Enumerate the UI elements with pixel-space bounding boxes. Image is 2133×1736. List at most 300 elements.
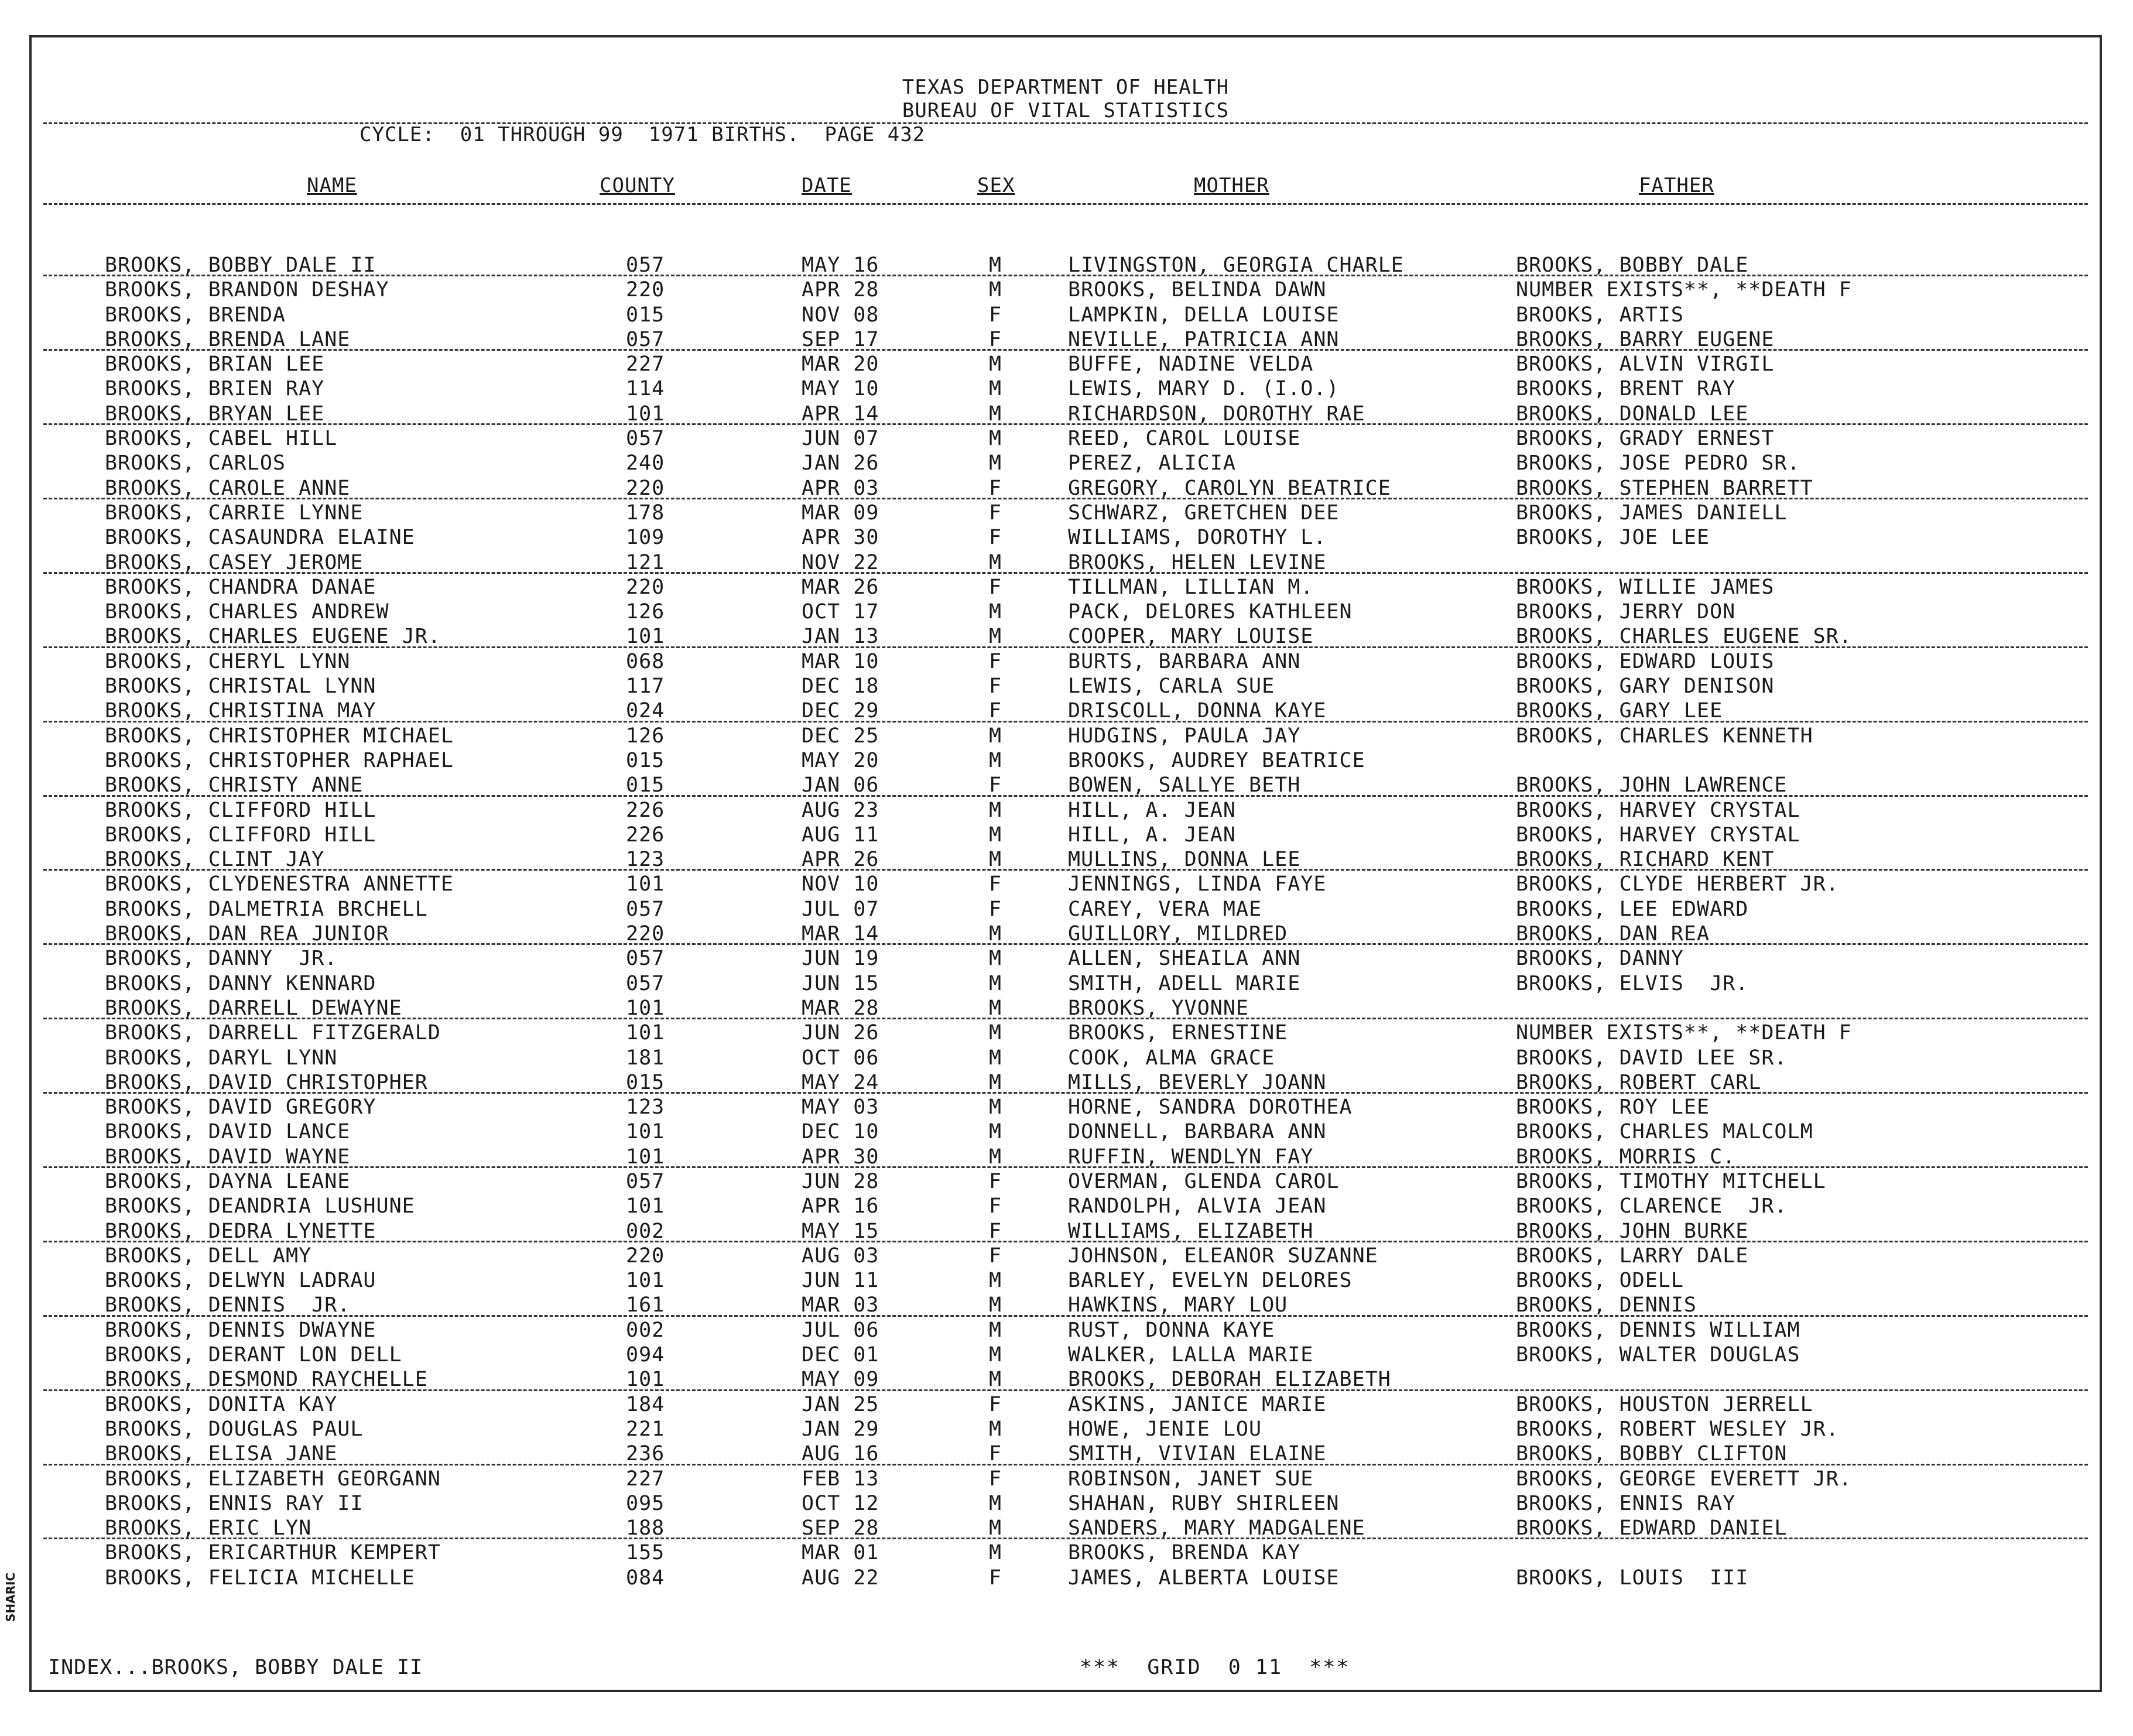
cell-name: BROOKS, DERANT LON DELL [105,1343,402,1367]
table-row [32,1293,2100,1317]
cell-sex: M [989,402,1002,426]
table-row [32,1392,2100,1417]
cell-date: MAY 15 [802,1219,879,1243]
cell-mother: PEREZ, ALICIA [1068,451,1236,475]
cell-father: BROOKS, ROY LEE [1516,1095,1710,1119]
cell-father: BROOKS, LEE EDWARD [1516,897,1749,921]
table-row [32,724,2100,748]
table-row [32,946,2100,971]
cell-date: JUL 06 [802,1318,879,1342]
cell-date: AUG 03 [802,1244,879,1268]
cell-father: BROOKS, BOBBY DALE [1516,254,1749,277]
cell-father: BROOKS, JOE LEE [1516,526,1710,550]
cell-date: FEB 13 [802,1467,879,1491]
cell-county: 109 [626,526,665,550]
cell-county: 126 [626,724,665,748]
cell-date: APR 28 [802,278,879,302]
table-row [32,798,2100,823]
cell-county: 184 [626,1392,665,1416]
cell-county: 057 [626,1169,665,1193]
cell-name: BROOKS, DAN REA JUNIOR [105,922,389,946]
cell-date: MAR 14 [802,922,879,946]
cell-mother: ASKINS, JANICE MARIE [1068,1392,1327,1416]
cell-county: 094 [626,1343,665,1367]
cell-date: DEC 25 [802,724,879,748]
cell-mother: MILLS, BEVERLY JOANN [1068,1070,1327,1094]
cell-father: BROOKS, ODELL [1516,1269,1684,1293]
table-row [32,674,2100,698]
table-row [32,278,2100,302]
cell-mother: JAMES, ALBERTA LOUISE [1068,1566,1340,1590]
cell-county: 114 [626,377,665,401]
cell-county: 126 [626,600,665,624]
col-header-father: FATHER [1639,174,1714,197]
cell-name: BROOKS, BOBBY DALE II [105,254,376,277]
cell-date: AUG 22 [802,1566,879,1590]
cell-name: BROOKS, CHRISTY ANNE [105,773,364,797]
side-label: SHARIC [4,1572,18,1622]
table-row [32,501,2100,525]
cell-date: JAN 26 [802,451,879,475]
table-row [32,451,2100,475]
cell-date: NOV 08 [802,303,879,327]
cell-father: BROOKS, CLARENCE JR. [1516,1194,1788,1218]
cell-father: BROOKS, EDWARD DANIEL [1516,1516,1788,1540]
cell-county: 221 [626,1417,665,1441]
cell-name: BROOKS, DAVID GREGORY [105,1095,376,1119]
cell-county: 015 [626,303,665,327]
table-row [32,971,2100,996]
cell-county: 015 [626,1070,665,1094]
column-header-rule [43,203,2088,205]
cell-name: BROOKS, DOUGLAS PAUL [105,1417,364,1441]
cell-father: BROOKS, RICHARD KENT [1516,848,1775,872]
cell-name: BROOKS, CHERYL LYNN [105,649,351,673]
cell-county: 101 [626,1194,665,1218]
cell-sex: M [989,352,1002,376]
cell-mother: RUFFIN, WENDLYN FAY [1068,1145,1314,1169]
cell-name: BROOKS, CARLOS [105,451,286,475]
cell-date: MAR 03 [802,1293,879,1317]
cell-date: MAR 10 [802,649,879,673]
cell-sex: M [989,625,1002,649]
cell-date: MAR 20 [802,352,879,376]
cell-sex: M [989,1541,1002,1565]
cell-father: NUMBER EXISTS**, **DEATH F [1516,278,1852,302]
cell-county: 123 [626,848,665,872]
cell-name: BROOKS, DALMETRIA BRCHELL [105,897,428,921]
cell-name: BROOKS, DONITA KAY [105,1392,338,1416]
cell-county: 123 [626,1095,665,1119]
cell-sex: M [989,427,1002,451]
table-row [32,1046,2100,1070]
table-row [32,624,2100,649]
cell-father: BROOKS, ELVIS JR. [1516,971,1749,995]
cell-mother: TILLMAN, LILLIAN M. [1068,575,1314,599]
cell-name: BROOKS, DAVID CHRISTOPHER [105,1070,428,1094]
cell-county: 057 [626,254,665,277]
table-row [32,1417,2100,1441]
table-row [32,1145,2100,1169]
cell-date: APR 26 [802,848,879,872]
cell-date: JUN 11 [802,1269,879,1293]
cell-date: DEC 29 [802,699,879,723]
cell-name: BROOKS, CLYDENESTRA ANNETTE [105,872,454,896]
cell-sex: F [989,476,1002,500]
cell-mother: LEWIS, MARY D. (I.O.) [1068,377,1340,401]
table-row [32,872,2100,896]
cell-sex: M [989,1070,1002,1094]
cell-name: BROOKS, DEANDRIA LUSHUNE [105,1194,415,1218]
cell-father: BROOKS, BARRY EUGENE [1516,327,1775,351]
cell-name: BROOKS, ENNIS RAY II [105,1491,364,1515]
table-row [32,1268,2100,1293]
cell-sex: F [989,1169,1002,1193]
cell-father: BROOKS, CHARLES EUGENE SR. [1516,625,1852,649]
cell-father: BROOKS, GARY LEE [1516,699,1723,723]
cell-sex: M [989,600,1002,624]
cell-sex: M [989,550,1002,574]
cell-name: BROOKS, DESMOND RAYCHELLE [105,1368,428,1392]
cell-sex: M [989,1417,1002,1441]
cell-county: 121 [626,550,665,574]
cell-sex: F [989,1392,1002,1416]
cell-mother: BROOKS, DEBORAH ELIZABETH [1068,1368,1391,1392]
table-row [32,1467,2100,1491]
table-row [32,1169,2100,1194]
cell-date: APR 14 [802,402,879,426]
cell-mother: BARLEY, EVELYN DELORES [1068,1269,1353,1293]
cell-father: BROOKS, JAMES DANIELL [1516,501,1788,525]
cell-father: BROOKS, DONALD LEE [1516,402,1749,426]
table-row [32,649,2100,674]
cell-sex: F [989,773,1002,797]
table-row [32,748,2100,773]
cell-name: BROOKS, ERICARTHUR KEMPERT [105,1541,441,1565]
cell-father: BROOKS, CHARLES MALCOLM [1516,1120,1813,1144]
cell-county: 101 [626,872,665,896]
cell-sex: F [989,674,1002,698]
table-row [32,1566,2100,1590]
table-row [32,823,2100,847]
cell-mother: PACK, DELORES KATHLEEN [1068,600,1353,624]
cell-date: AUG 23 [802,798,879,822]
cell-sex: M [989,748,1002,772]
cell-name: BROOKS, CASAUNDRA ELAINE [105,526,415,550]
cell-name: BROOKS, BRENDA LANE [105,327,351,351]
table-row [32,426,2100,451]
cell-mother: HAWKINS, MARY LOU [1068,1293,1288,1317]
cell-county: 181 [626,1046,665,1070]
cell-father: BROOKS, WILLIE JAMES [1516,575,1775,599]
table-row [32,550,2100,575]
cell-county: 220 [626,575,665,599]
cell-county: 068 [626,649,665,673]
cell-sex: F [989,575,1002,599]
table-row [32,1367,2100,1392]
cell-sex: F [989,1566,1002,1590]
cell-sex: M [989,377,1002,401]
cell-name: BROOKS, CHRISTOPHER RAPHAEL [105,748,454,772]
cell-name: BROOKS, CHRISTINA MAY [105,699,376,723]
cell-name: BROOKS, CHARLES ANDREW [105,600,389,624]
cell-father: BROOKS, ARTIS [1516,303,1684,327]
cell-name: BROOKS, BRANDON DESHAY [105,278,389,302]
cell-father: BROOKS, DAVID LEE SR. [1516,1046,1788,1070]
cell-sex: M [989,1318,1002,1342]
cell-name: BROOKS, DARRELL FITZGERALD [105,1021,441,1045]
cell-mother: DRISCOLL, DONNA KAYE [1068,699,1327,723]
cell-date: DEC 18 [802,674,879,698]
cell-name: BROOKS, DELWYN LADRAU [105,1269,376,1293]
cell-mother: CAREY, VERA MAE [1068,897,1262,921]
cell-date: JAN 29 [802,1417,879,1441]
footer-index: INDEX...BROOKS, BOBBY DALE II [48,1656,423,1679]
cell-date: APR 30 [802,526,879,550]
cell-name: BROOKS, DARYL LYNN [105,1046,338,1070]
table-row [32,402,2100,426]
cell-sex: M [989,1095,1002,1119]
table-row [32,600,2100,624]
cell-mother: DONNELL, BARBARA ANN [1068,1120,1327,1144]
table-row [32,897,2100,922]
cell-mother: NEVILLE, PATRICIA ANN [1068,327,1340,351]
agency-title: TEXAS DEPARTMENT OF HEALTH [902,76,1230,99]
cell-county: 155 [626,1541,665,1565]
cell-name: BROOKS, DENNIS JR. [105,1293,351,1317]
cell-mother: RUST, DONNA KAYE [1068,1318,1275,1342]
cell-name: BROOKS, CHARLES EUGENE JR. [105,625,441,649]
cell-sex: F [989,526,1002,550]
cell-date: JAN 13 [802,625,879,649]
cell-county: 057 [626,327,665,351]
cell-date: DEC 01 [802,1343,879,1367]
cell-date: JUN 07 [802,427,879,451]
cell-date: JUN 26 [802,1021,879,1045]
cell-mother: MULLINS, DONNA LEE [1068,848,1301,872]
cell-sex: F [989,649,1002,673]
cell-date: JAN 06 [802,773,879,797]
cell-county: 057 [626,897,665,921]
cell-sex: M [989,724,1002,748]
col-header-mother: MOTHER [1194,174,1269,197]
cell-county: 220 [626,922,665,946]
cell-sex: M [989,1516,1002,1540]
table-row [32,1119,2100,1144]
cell-father: BROOKS, DAN REA [1516,922,1710,946]
table-row [32,303,2100,327]
cell-mother: ROBINSON, JANET SUE [1068,1467,1314,1491]
cell-mother: BROOKS, ERNESTINE [1068,1021,1288,1045]
cell-county: 188 [626,1516,665,1540]
cell-county: 015 [626,773,665,797]
cell-date: DEC 10 [802,1120,879,1144]
cell-father: BROOKS, GEORGE EVERETT JR. [1516,1467,1852,1491]
cell-county: 220 [626,278,665,302]
cell-name: BROOKS, DELL AMY [105,1244,312,1268]
cell-county: 227 [626,352,665,376]
cell-mother: HILL, A. JEAN [1068,798,1236,822]
cell-county: 227 [626,1467,665,1491]
cell-mother: BOWEN, SALLYE BETH [1068,773,1301,797]
cell-sex: F [989,1244,1002,1268]
cell-father: BROOKS, ENNIS RAY [1516,1491,1736,1515]
cell-sex: F [989,1467,1002,1491]
cell-mother: BROOKS, YVONNE [1068,996,1249,1020]
cell-mother: JOHNSON, ELEANOR SUZANNE [1068,1244,1378,1268]
cell-name: BROOKS, BRIEN RAY [105,377,325,401]
cell-county: 101 [626,1368,665,1392]
cell-father: BROOKS, GRADY ERNEST [1516,427,1775,451]
cell-mother: BROOKS, BRENDA KAY [1068,1541,1301,1565]
header-rule [43,122,2088,124]
cell-county: 101 [626,1120,665,1144]
cell-name: BROOKS, DAVID WAYNE [105,1145,351,1169]
table-row [32,1095,2100,1119]
cell-mother: OVERMAN, GLENDA CAROL [1068,1169,1340,1193]
cell-father: BROOKS, DENNIS WILLIAM [1516,1318,1800,1342]
cell-date: AUG 16 [802,1442,879,1466]
table-row [32,1540,2100,1565]
cell-county: 084 [626,1566,665,1590]
cell-date: OCT 17 [802,600,879,624]
cell-name: BROOKS, BRIAN LEE [105,352,325,376]
table-row [32,525,2100,550]
cell-sex: M [989,1491,1002,1515]
cell-father: BROOKS, STEPHEN BARRETT [1516,476,1813,500]
cell-father: BROOKS, LARRY DALE [1516,1244,1749,1268]
cell-county: 220 [626,1244,665,1268]
cell-name: BROOKS, CLIFFORD HILL [105,823,376,847]
cell-sex: M [989,1046,1002,1070]
footer-grid: *** GRID 0 11 *** [1080,1656,1350,1679]
cell-name: BROOKS, DENNIS DWAYNE [105,1318,376,1342]
cell-date: MAY 03 [802,1095,879,1119]
cell-mother: RICHARDSON, DOROTHY RAE [1068,402,1365,426]
cell-county: 101 [626,1021,665,1045]
table-row [32,352,2100,376]
cell-name: BROOKS, CHANDRA DANAE [105,575,376,599]
cell-mother: COOK, ALMA GRACE [1068,1046,1275,1070]
table-row [32,1194,2100,1218]
table-row [32,922,2100,946]
cell-sex: M [989,254,1002,277]
cell-date: NOV 22 [802,550,879,574]
cell-sex: M [989,278,1002,302]
cell-name: BROOKS, ELIZABETH GEORGANN [105,1467,441,1491]
cell-name: BROOKS, BRYAN LEE [105,402,325,426]
cell-sex: F [989,1219,1002,1243]
table-row [32,476,2100,501]
table-row [32,253,2100,278]
cell-sex: F [989,501,1002,525]
cell-sex: M [989,1343,1002,1367]
cell-mother: REED, CAROL LOUISE [1068,427,1301,451]
cell-date: MAR 09 [802,501,879,525]
cell-father: BROOKS, ROBERT CARL [1516,1070,1762,1094]
cell-date: APR 30 [802,1145,879,1169]
cell-sex: M [989,798,1002,822]
col-header-name: NAME [307,174,357,197]
cell-county: 220 [626,476,665,500]
cell-sex: M [989,947,1002,971]
cell-sex: M [989,1368,1002,1392]
table-row [32,698,2100,723]
cell-date: JUN 15 [802,971,879,995]
cell-name: BROOKS, FELICIA MICHELLE [105,1566,415,1590]
table-row [32,327,2100,352]
cell-date: MAY 09 [802,1368,879,1392]
cell-mother: SHAHAN, RUBY SHIRLEEN [1068,1491,1340,1515]
cell-name: BROOKS, CHRISTOPHER MICHAEL [105,724,454,748]
table-row [32,1516,2100,1540]
cell-name: BROOKS, CABEL HILL [105,427,338,451]
cell-sex: M [989,922,1002,946]
cell-sex: F [989,1194,1002,1218]
cell-mother: GUILLORY, MILDRED [1068,922,1288,946]
col-header-sex: SEX [977,174,1015,197]
cell-father: NUMBER EXISTS**, **DEATH F [1516,1021,1852,1045]
cell-mother: BROOKS, AUDREY BEATRICE [1068,748,1365,772]
cell-date: OCT 12 [802,1491,879,1515]
cell-date: MAY 10 [802,377,879,401]
cell-father: BROOKS, JOHN BURKE [1516,1219,1749,1243]
cell-name: BROOKS, CAROLE ANNE [105,476,351,500]
cell-mother: BURTS, BARBARA ANN [1068,649,1301,673]
cell-father: BROOKS, MORRIS C. [1516,1145,1736,1169]
cell-sex: M [989,848,1002,872]
cell-county: 101 [626,1269,665,1293]
cell-mother: WALKER, LALLA MARIE [1068,1343,1314,1367]
table-row [32,1343,2100,1367]
cell-sex: M [989,1145,1002,1169]
cell-county: 057 [626,971,665,995]
cell-name: BROOKS, DANNY JR. [105,947,338,971]
table-row [32,376,2100,401]
col-header-date: DATE [802,174,852,197]
cell-sex: M [989,1269,1002,1293]
cell-mother: HILL, A. JEAN [1068,823,1236,847]
cell-county: 178 [626,501,665,525]
cell-mother: GREGORY, CAROLYN BEATRICE [1068,476,1391,500]
cell-sex: F [989,303,1002,327]
cell-date: JUN 19 [802,947,879,971]
table-row [32,1021,2100,1045]
cell-father: BROOKS, TIMOTHY MITCHELL [1516,1169,1826,1193]
cell-mother: ALLEN, SHEAILA ANN [1068,947,1301,971]
cell-father: BROOKS, JERRY DON [1516,600,1736,624]
cell-county: 057 [626,427,665,451]
table-row [32,1441,2100,1466]
table-row [32,996,2100,1021]
cell-father: BROOKS, BOBBY CLIFTON [1516,1442,1788,1466]
cell-date: JUN 28 [802,1169,879,1193]
cell-county: 015 [626,748,665,772]
cell-sex: M [989,823,1002,847]
cell-name: BROOKS, CASEY JEROME [105,550,364,574]
cell-county: 024 [626,699,665,723]
table-row [32,575,2100,600]
cell-father: BROOKS, GARY DENISON [1516,674,1775,698]
cell-date: MAY 24 [802,1070,879,1094]
bureau-title: BUREAU OF VITAL STATISTICS [902,99,1230,122]
cell-sex: M [989,451,1002,475]
table-row [32,1070,2100,1095]
table-row [32,1491,2100,1516]
cell-sex: F [989,897,1002,921]
cell-date: MAY 16 [802,254,879,277]
cell-mother: HUDGINS, PAULA JAY [1068,724,1301,748]
